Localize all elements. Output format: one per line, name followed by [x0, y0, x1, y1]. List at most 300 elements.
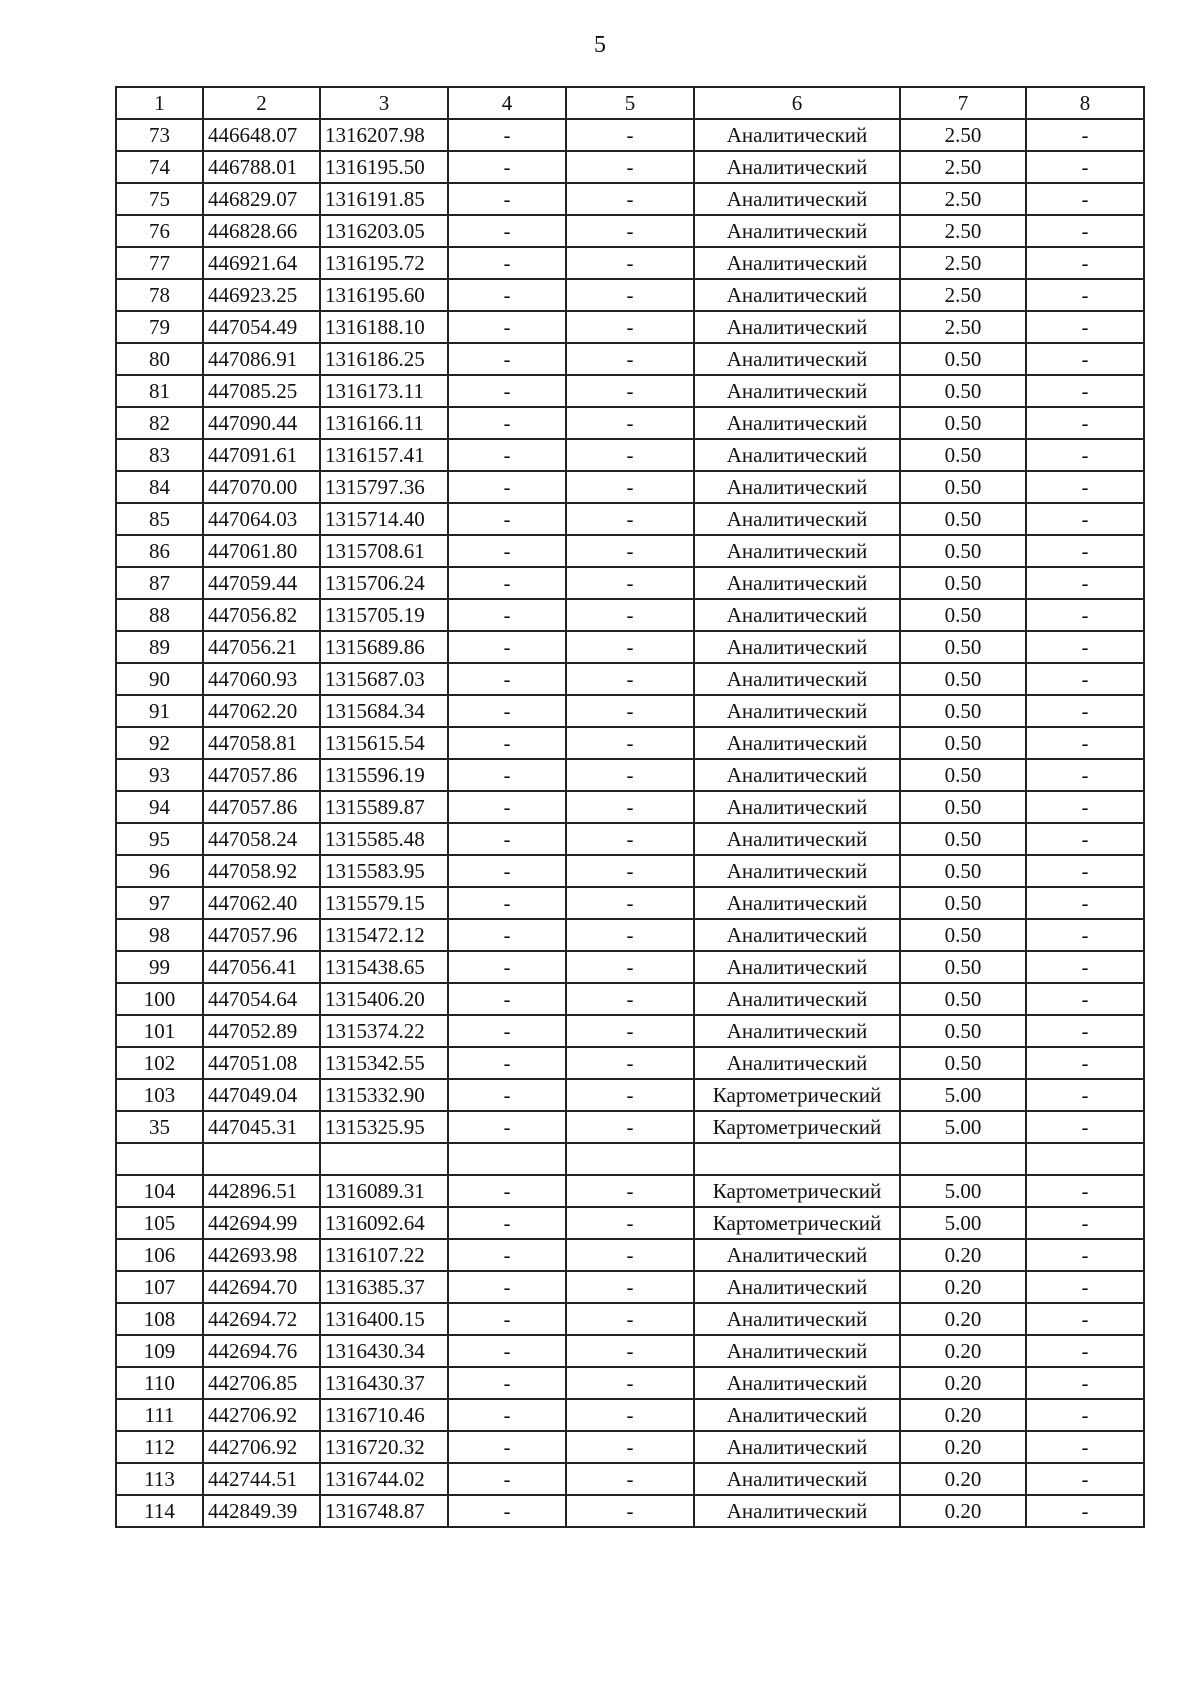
cell-method: Аналитический: [694, 631, 900, 663]
cell-col-4: -: [448, 375, 566, 407]
column-header-1: 1: [116, 87, 203, 119]
cell-col-5: -: [566, 1175, 694, 1207]
cell-method: Аналитический: [694, 407, 900, 439]
cell-accuracy: 0.50: [900, 823, 1026, 855]
table-row: [116, 1015, 1144, 1047]
cell-col-8: -: [1026, 407, 1144, 439]
cell-col-4: -: [448, 951, 566, 983]
cell-point-number: 86: [116, 535, 203, 567]
cell-accuracy: 0.50: [900, 983, 1026, 1015]
cell-col-8: -: [1026, 1399, 1144, 1431]
cell-point-number: 78: [116, 279, 203, 311]
cell-x-coordinate: 442896.51: [203, 1175, 320, 1207]
cell-col-5: -: [566, 631, 694, 663]
cell-y-coordinate: 1315684.34: [320, 695, 448, 727]
cell-col-4: -: [448, 695, 566, 727]
cell-col-5: -: [566, 1495, 694, 1527]
table-row: [116, 1047, 1144, 1079]
cell-col-8: -: [1026, 1495, 1144, 1527]
cell-y-coordinate: 1316744.02: [320, 1463, 448, 1495]
table-row: [116, 855, 1144, 887]
cell-col-8: -: [1026, 1367, 1144, 1399]
cell-col-4: -: [448, 215, 566, 247]
cell-point-number: 96: [116, 855, 203, 887]
cell-x-coordinate: 447051.08: [203, 1047, 320, 1079]
table-row: [116, 1239, 1144, 1271]
cell-col-5: -: [566, 1047, 694, 1079]
cell-method: Аналитический: [694, 439, 900, 471]
table-row: [116, 1463, 1144, 1495]
cell-point-number: 82: [116, 407, 203, 439]
cell-method: Аналитический: [694, 215, 900, 247]
cell-col-4: -: [448, 1431, 566, 1463]
cell-method: Аналитический: [694, 535, 900, 567]
cell-x-coordinate: 442694.70: [203, 1271, 320, 1303]
cell-col-5: -: [566, 1079, 694, 1111]
cell-x-coordinate: 447045.31: [203, 1111, 320, 1143]
cell-y-coordinate: 1316157.41: [320, 439, 448, 471]
table-row: [116, 1207, 1144, 1239]
cell-accuracy: 0.50: [900, 599, 1026, 631]
cell-y-coordinate: 1315342.55: [320, 1047, 448, 1079]
cell-col-5: -: [566, 1271, 694, 1303]
cell-accuracy: 0.20: [900, 1271, 1026, 1303]
cell-point-number: 107: [116, 1271, 203, 1303]
cell-col-5: [566, 1143, 694, 1175]
cell-x-coordinate: [203, 1143, 320, 1175]
cell-x-coordinate: 447059.44: [203, 567, 320, 599]
cell-col-4: -: [448, 887, 566, 919]
cell-point-number: 90: [116, 663, 203, 695]
cell-method: Аналитический: [694, 1495, 900, 1527]
cell-col-4: -: [448, 503, 566, 535]
cell-accuracy: 0.20: [900, 1399, 1026, 1431]
cell-accuracy: 0.50: [900, 951, 1026, 983]
cell-x-coordinate: 447062.40: [203, 887, 320, 919]
cell-point-number: 93: [116, 759, 203, 791]
table-row: [116, 919, 1144, 951]
cell-method: Аналитический: [694, 951, 900, 983]
cell-point-number: 101: [116, 1015, 203, 1047]
cell-point-number: 74: [116, 151, 203, 183]
table-row: [116, 215, 1144, 247]
cell-method: Аналитический: [694, 311, 900, 343]
cell-col-5: -: [566, 791, 694, 823]
cell-col-4: -: [448, 1207, 566, 1239]
cell-accuracy: 0.20: [900, 1303, 1026, 1335]
cell-method: Аналитический: [694, 1303, 900, 1335]
table-row: [116, 407, 1144, 439]
cell-col-8: -: [1026, 119, 1144, 151]
cell-y-coordinate: 1315332.90: [320, 1079, 448, 1111]
cell-accuracy: 2.50: [900, 247, 1026, 279]
cell-point-number: 89: [116, 631, 203, 663]
cell-point-number: 99: [116, 951, 203, 983]
cell-y-coordinate: 1316173.11: [320, 375, 448, 407]
cell-y-coordinate: 1315705.19: [320, 599, 448, 631]
cell-accuracy: 5.00: [900, 1079, 1026, 1111]
cell-y-coordinate: 1316191.85: [320, 183, 448, 215]
cell-y-coordinate: 1316720.32: [320, 1431, 448, 1463]
cell-method: Картометрический: [694, 1175, 900, 1207]
cell-x-coordinate: 447062.20: [203, 695, 320, 727]
cell-col-4: -: [448, 1111, 566, 1143]
cell-method: Аналитический: [694, 983, 900, 1015]
cell-accuracy: 0.50: [900, 1015, 1026, 1047]
cell-col-5: -: [566, 151, 694, 183]
cell-x-coordinate: 447064.03: [203, 503, 320, 535]
cell-method: Аналитический: [694, 887, 900, 919]
cell-col-5: -: [566, 1207, 694, 1239]
cell-x-coordinate: 447060.93: [203, 663, 320, 695]
cell-y-coordinate: 1316186.25: [320, 343, 448, 375]
cell-x-coordinate: 447054.64: [203, 983, 320, 1015]
table-row: [116, 183, 1144, 215]
table-row: [116, 983, 1144, 1015]
cell-accuracy: 0.50: [900, 375, 1026, 407]
cell-col-8: -: [1026, 791, 1144, 823]
table-row: [116, 1335, 1144, 1367]
table-row: [116, 791, 1144, 823]
table-row: [116, 951, 1144, 983]
cell-x-coordinate: 442744.51: [203, 1463, 320, 1495]
cell-col-5: -: [566, 759, 694, 791]
table-row: [116, 823, 1144, 855]
cell-accuracy: [900, 1143, 1026, 1175]
cell-point-number: 97: [116, 887, 203, 919]
coordinates-table: [115, 86, 1145, 1528]
cell-accuracy: 0.20: [900, 1335, 1026, 1367]
cell-col-5: -: [566, 535, 694, 567]
cell-col-8: -: [1026, 631, 1144, 663]
cell-col-8: -: [1026, 279, 1144, 311]
cell-accuracy: 0.50: [900, 471, 1026, 503]
cell-y-coordinate: 1316430.34: [320, 1335, 448, 1367]
cell-col-8: -: [1026, 1335, 1144, 1367]
table-row: [116, 599, 1144, 631]
cell-col-4: -: [448, 1079, 566, 1111]
cell-y-coordinate: 1316400.15: [320, 1303, 448, 1335]
cell-method: Аналитический: [694, 375, 900, 407]
cell-accuracy: 5.00: [900, 1175, 1026, 1207]
column-header-6: 6: [694, 87, 900, 119]
cell-col-5: -: [566, 695, 694, 727]
cell-accuracy: 5.00: [900, 1111, 1026, 1143]
cell-col-4: -: [448, 279, 566, 311]
cell-accuracy: 0.50: [900, 919, 1026, 951]
cell-col-4: -: [448, 183, 566, 215]
cell-method: Аналитический: [694, 151, 900, 183]
cell-y-coordinate: 1316195.60: [320, 279, 448, 311]
cell-point-number: 85: [116, 503, 203, 535]
cell-col-8: -: [1026, 503, 1144, 535]
table-row: [116, 343, 1144, 375]
cell-accuracy: 0.50: [900, 855, 1026, 887]
cell-accuracy: 0.20: [900, 1495, 1026, 1527]
cell-method: Аналитический: [694, 1239, 900, 1271]
cell-method: Аналитический: [694, 1047, 900, 1079]
cell-point-number: 112: [116, 1431, 203, 1463]
cell-point-number: 35: [116, 1111, 203, 1143]
cell-x-coordinate: 447054.49: [203, 311, 320, 343]
cell-y-coordinate: [320, 1143, 448, 1175]
cell-method: Аналитический: [694, 791, 900, 823]
cell-col-4: -: [448, 439, 566, 471]
table-row: [116, 119, 1144, 151]
cell-accuracy: 0.50: [900, 663, 1026, 695]
cell-col-8: -: [1026, 727, 1144, 759]
cell-x-coordinate: 446829.07: [203, 183, 320, 215]
cell-col-4: -: [448, 599, 566, 631]
cell-accuracy: 2.50: [900, 151, 1026, 183]
table-row: [116, 567, 1144, 599]
cell-col-4: -: [448, 823, 566, 855]
cell-x-coordinate: 446648.07: [203, 119, 320, 151]
cell-method: Аналитический: [694, 503, 900, 535]
table-row: [116, 1399, 1144, 1431]
cell-col-5: -: [566, 215, 694, 247]
cell-accuracy: 2.50: [900, 311, 1026, 343]
cell-method: Аналитический: [694, 567, 900, 599]
table-row: [116, 503, 1144, 535]
cell-point-number: 79: [116, 311, 203, 343]
cell-col-8: -: [1026, 151, 1144, 183]
cell-point-number: 114: [116, 1495, 203, 1527]
cell-col-5: -: [566, 183, 694, 215]
cell-y-coordinate: 1316195.50: [320, 151, 448, 183]
cell-col-4: -: [448, 407, 566, 439]
cell-accuracy: 0.50: [900, 727, 1026, 759]
cell-col-4: -: [448, 663, 566, 695]
cell-point-number: 110: [116, 1367, 203, 1399]
cell-col-4: -: [448, 1495, 566, 1527]
cell-accuracy: 0.50: [900, 695, 1026, 727]
table-row: [116, 311, 1144, 343]
table-body: [116, 119, 1144, 1527]
cell-accuracy: 0.20: [900, 1367, 1026, 1399]
cell-method: Аналитический: [694, 663, 900, 695]
cell-col-8: -: [1026, 1175, 1144, 1207]
cell-x-coordinate: 447070.00: [203, 471, 320, 503]
cell-col-4: -: [448, 311, 566, 343]
cell-col-5: -: [566, 567, 694, 599]
cell-method: Аналитический: [694, 1463, 900, 1495]
cell-method: Аналитический: [694, 1399, 900, 1431]
cell-col-4: -: [448, 983, 566, 1015]
cell-col-4: -: [448, 1399, 566, 1431]
cell-x-coordinate: 447091.61: [203, 439, 320, 471]
cell-col-4: -: [448, 855, 566, 887]
cell-point-number: 105: [116, 1207, 203, 1239]
cell-point-number: 75: [116, 183, 203, 215]
cell-col-8: -: [1026, 183, 1144, 215]
cell-x-coordinate: 447056.82: [203, 599, 320, 631]
cell-point-number: 104: [116, 1175, 203, 1207]
table-row: [116, 1143, 1144, 1175]
cell-x-coordinate: 446921.64: [203, 247, 320, 279]
cell-col-4: -: [448, 1271, 566, 1303]
column-header-4: 4: [448, 87, 566, 119]
table-row: [116, 1175, 1144, 1207]
cell-y-coordinate: 1315325.95: [320, 1111, 448, 1143]
table-row: [116, 1431, 1144, 1463]
cell-method: Аналитический: [694, 919, 900, 951]
cell-col-8: -: [1026, 1271, 1144, 1303]
table-row: [116, 759, 1144, 791]
cell-y-coordinate: 1315689.86: [320, 631, 448, 663]
cell-method: Аналитический: [694, 823, 900, 855]
cell-x-coordinate: 447085.25: [203, 375, 320, 407]
cell-col-5: -: [566, 1431, 694, 1463]
table-row: [116, 535, 1144, 567]
table-row: [116, 663, 1144, 695]
cell-col-5: -: [566, 823, 694, 855]
cell-accuracy: 0.20: [900, 1239, 1026, 1271]
table-header-row: [116, 87, 1144, 119]
cell-col-5: -: [566, 919, 694, 951]
cell-accuracy: 0.50: [900, 439, 1026, 471]
cell-col-8: -: [1026, 1463, 1144, 1495]
cell-y-coordinate: 1316748.87: [320, 1495, 448, 1527]
cell-y-coordinate: 1315406.20: [320, 983, 448, 1015]
cell-col-4: -: [448, 343, 566, 375]
cell-col-5: -: [566, 343, 694, 375]
cell-y-coordinate: 1316430.37: [320, 1367, 448, 1399]
cell-method: Аналитический: [694, 279, 900, 311]
cell-col-4: -: [448, 535, 566, 567]
cell-col-4: -: [448, 1015, 566, 1047]
cell-col-8: -: [1026, 663, 1144, 695]
cell-point-number: 103: [116, 1079, 203, 1111]
cell-y-coordinate: 1315589.87: [320, 791, 448, 823]
table-row: [116, 247, 1144, 279]
cell-col-5: -: [566, 279, 694, 311]
cell-method: Аналитический: [694, 247, 900, 279]
cell-col-5: -: [566, 983, 694, 1015]
cell-col-8: -: [1026, 1303, 1144, 1335]
cell-x-coordinate: 447056.41: [203, 951, 320, 983]
cell-method: Картометрический: [694, 1079, 900, 1111]
cell-y-coordinate: 1315706.24: [320, 567, 448, 599]
cell-point-number: 108: [116, 1303, 203, 1335]
cell-col-8: -: [1026, 1207, 1144, 1239]
cell-method: Картометрический: [694, 1111, 900, 1143]
cell-accuracy: 0.50: [900, 567, 1026, 599]
table-row: [116, 727, 1144, 759]
cell-point-number: 81: [116, 375, 203, 407]
cell-col-8: -: [1026, 919, 1144, 951]
cell-col-8: -: [1026, 1047, 1144, 1079]
cell-col-8: -: [1026, 823, 1144, 855]
column-header-8: 8: [1026, 87, 1144, 119]
table-row: [116, 1271, 1144, 1303]
cell-col-8: [1026, 1143, 1144, 1175]
cell-point-number: 84: [116, 471, 203, 503]
cell-col-8: -: [1026, 311, 1144, 343]
cell-method: [694, 1143, 900, 1175]
cell-col-8: -: [1026, 1431, 1144, 1463]
cell-col-4: [448, 1143, 566, 1175]
cell-y-coordinate: 1316710.46: [320, 1399, 448, 1431]
cell-point-number: 87: [116, 567, 203, 599]
cell-x-coordinate: 442693.98: [203, 1239, 320, 1271]
cell-x-coordinate: 447058.81: [203, 727, 320, 759]
cell-x-coordinate: 442694.72: [203, 1303, 320, 1335]
cell-method: Аналитический: [694, 343, 900, 375]
cell-col-4: -: [448, 1239, 566, 1271]
cell-col-8: -: [1026, 983, 1144, 1015]
table-row: [116, 631, 1144, 663]
cell-col-4: -: [448, 1175, 566, 1207]
cell-x-coordinate: 447058.24: [203, 823, 320, 855]
cell-y-coordinate: 1315438.65: [320, 951, 448, 983]
column-header-2: 2: [203, 87, 320, 119]
cell-point-number: 94: [116, 791, 203, 823]
cell-method: Аналитический: [694, 727, 900, 759]
table-row: [116, 279, 1144, 311]
table-row: [116, 439, 1144, 471]
cell-accuracy: 0.50: [900, 535, 1026, 567]
cell-col-5: -: [566, 407, 694, 439]
cell-col-8: -: [1026, 535, 1144, 567]
cell-method: Аналитический: [694, 599, 900, 631]
cell-col-4: -: [448, 1463, 566, 1495]
cell-col-8: -: [1026, 855, 1144, 887]
cell-method: Аналитический: [694, 119, 900, 151]
cell-col-8: -: [1026, 567, 1144, 599]
table-row: [116, 1495, 1144, 1527]
cell-y-coordinate: 1316207.98: [320, 119, 448, 151]
cell-x-coordinate: 442706.92: [203, 1399, 320, 1431]
cell-point-number: 88: [116, 599, 203, 631]
cell-x-coordinate: 447090.44: [203, 407, 320, 439]
cell-col-8: -: [1026, 887, 1144, 919]
cell-accuracy: 2.50: [900, 119, 1026, 151]
cell-y-coordinate: 1316092.64: [320, 1207, 448, 1239]
cell-col-5: -: [566, 727, 694, 759]
cell-col-5: -: [566, 951, 694, 983]
cell-col-4: -: [448, 919, 566, 951]
cell-col-5: -: [566, 311, 694, 343]
cell-y-coordinate: 1315797.36: [320, 471, 448, 503]
cell-col-5: -: [566, 1111, 694, 1143]
cell-col-8: -: [1026, 1079, 1144, 1111]
cell-method: Аналитический: [694, 471, 900, 503]
cell-col-5: -: [566, 1367, 694, 1399]
cell-y-coordinate: 1316195.72: [320, 247, 448, 279]
cell-col-5: -: [566, 663, 694, 695]
cell-col-8: -: [1026, 599, 1144, 631]
cell-y-coordinate: 1316089.31: [320, 1175, 448, 1207]
cell-point-number: 102: [116, 1047, 203, 1079]
cell-col-5: -: [566, 471, 694, 503]
cell-col-4: -: [448, 727, 566, 759]
cell-x-coordinate: 447061.80: [203, 535, 320, 567]
cell-col-4: -: [448, 1303, 566, 1335]
cell-method: Аналитический: [694, 1015, 900, 1047]
cell-col-4: -: [448, 631, 566, 663]
column-header-3: 3: [320, 87, 448, 119]
cell-col-8: -: [1026, 343, 1144, 375]
cell-accuracy: 0.50: [900, 407, 1026, 439]
cell-accuracy: 2.50: [900, 279, 1026, 311]
cell-accuracy: 0.50: [900, 791, 1026, 823]
cell-method: Аналитический: [694, 1335, 900, 1367]
cell-col-8: -: [1026, 1015, 1144, 1047]
cell-col-8: -: [1026, 439, 1144, 471]
cell-col-5: -: [566, 247, 694, 279]
cell-y-coordinate: 1316203.05: [320, 215, 448, 247]
